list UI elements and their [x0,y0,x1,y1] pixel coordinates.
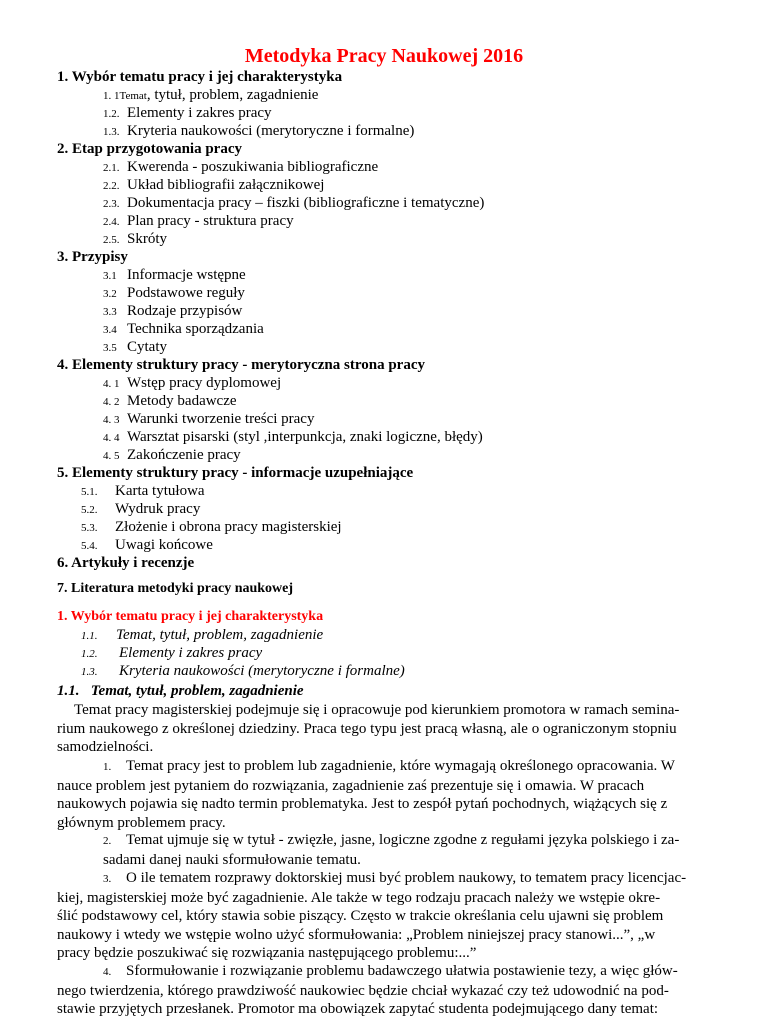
toc-item-3-5: 3.5 Cytaty [103,339,167,355]
toc-item-2-3: 2.3. Dokumentacja pracy – fiszki (bibliograficzne i tematyczne) [103,195,485,211]
toc-item-2-5: 2.5. Skróty [103,231,168,247]
paragraph-1-number: 1. [103,761,112,773]
chapter1-item-3: 1.3. Kryteria naukowości (merytoryczne i formalne) [81,663,405,679]
toc-item-5-1: 5.1. Karta tytułowa [81,483,205,499]
paragraph-4-line-1: Sformułowanie i rozwiązanie problemu badawczego ułatwia postawienie tezy, a więc głów- [126,963,678,979]
toc-heading-6: 6. Artykuły i recenzje [57,555,195,571]
section11-heading: 1.1. Temat, tytuł, problem, zagadnienie [57,683,304,699]
document-title: Metodyka Pracy Naukowej 2016 [244,45,524,67]
paragraph-1-line-4: głównym problemem pracy. [57,814,226,831]
paragraph-4-number: 4. [103,966,112,978]
toc-item-3-2: 3.2 Podstawowe reguły [103,285,245,301]
paragraph-2-number: 2. [103,835,112,847]
paragraph-4-line-3: stawie przyjętych przesłanek. Promotor ma obowiązek zapytać studenta podejmującego dany temat: [57,1001,659,1018]
intro-line-1: Temat pracy magisterskiej podejmuje się i opracowuje pod kierunkiem promotora w ramach semina- [74,702,680,718]
toc-heading-5: 5. Elementy struktury pracy - informacje uzupełniające [57,465,414,481]
paragraph-1-line-1: Temat pracy jest to problem lub zagadnienie, które wymagają określonego opracowania. W [126,758,675,774]
toc-item-2-2: 2.2. Układ bibliografii załącznikowej [103,177,325,193]
paragraph-4 [57,962,717,1019]
toc-item-4-1: 4. 1 Wstęp pracy dyplomowej [103,375,282,391]
intro-line-3: samodzielności. [57,739,154,756]
toc-item-4-2: 4. 2 Metody badawcze [103,393,237,409]
toc-item-1-3: 1.3. Kryteria naukowości (merytoryczne i formalne) [103,123,415,139]
toc-item-4-4: 4. 4 Warsztat pisarski (styl ,interpunkcja, znaki logiczne, błędy) [103,429,483,445]
toc-item-5-4: 5.4. Uwagi końcowe [81,537,213,553]
toc-item-5-2: 5.2. Wydruk pracy [81,501,201,517]
paragraph-3-line-5: pracy będzie poszukiwać się rozwiązania następującego problemu:...” [57,945,477,962]
toc-item-2-1: 2.1. Kwerenda - poszukiwania bibliograficzne [103,159,379,175]
chapter1-item-1: 1.1. Temat, tytuł, problem, zagadnienie [81,627,324,643]
toc-item-1-1: 1. 1Temat, tytuł, problem, zagadnienie [103,87,319,103]
paragraph-3-number: 3. [103,873,112,885]
toc-item-3-3: 3.3 Rodzaje przypisów [103,303,243,319]
toc-item-5-3: 5.3. Złożenie i obrona pracy magisterskiej [81,519,342,535]
toc-item-4-5: 4. 5 Zakończenie pracy [103,447,241,463]
paragraph-3-line-3: ślić podstawowy cel, który stawia sobie piszący. Często w trakcie określania celu ujawni się problem [57,908,664,925]
section11-intro [57,701,717,757]
paragraph-1-line-2: nauce problem jest pytaniem do rozwiązania, zagadnienie zaś prezentuje się i omawia. W pracach [57,777,645,794]
toc-item-2-4: 2.4. Plan pracy - struktura pracy [103,213,294,229]
toc-heading-4: 4. Elementy struktury pracy - merytoryczna strona pracy [57,357,425,373]
paragraph-3-line-2: kiej, magisterskiej może być zagadnienie. Ale także w tego rodzaju pracach należy we wstępie okre- [57,889,661,906]
paragraph-4-line-2: nego twierdzenia, którego prawdziwość naukowiec będzie chciał wykazać czy też udowodnić na pod- [57,982,669,999]
paragraph-3-line-1: O ile tematem rozprawy doktorskiej musi być problem naukowy, to tematem pracy licencjac- [126,870,687,886]
paragraph-1 [57,757,717,832]
toc-item-1-2: 1.2. Elementy i zakres pracy [103,105,272,121]
toc-item-3-1: 3.1 Informacje wstępne [103,267,246,283]
paragraph-3-line-4: naukowy i wtedy we wstępie wolno użyć sformułowania: „Problem niniejszej pracy stanowi...”, „w [57,926,656,943]
paragraph-2-line-2: sadami danej nauki sformułowanie tematu. [103,851,361,868]
toc-heading-2: 2. Etap przygotowania pracy [57,141,242,157]
chapter1-item-2: 1.2. Elementy i zakres pracy [81,645,263,661]
toc-heading-7: 7. Literatura metodyki pracy naukowej [57,581,294,596]
paragraph-2-line-1: Temat ujmuje się w tytuł - zwięzłe, jasne, logiczne zgodne z regułami języka polskiego i za- [126,832,680,848]
toc-heading-3: 3. Przypisy [57,249,128,265]
toc-heading-1: 1. Wybór tematu pracy i jej charakterystyka [57,69,343,85]
toc-item-4-3: 4. 3 Warunki tworzenie treści pracy [103,411,315,427]
toc-item-3-4: 3.4 Technika sporządzania [103,321,264,337]
chapter1-heading: 1. Wybór tematu pracy i jej charakterystyka [57,609,324,624]
paragraph-3 [57,869,717,963]
paragraph-2 [57,831,717,869]
intro-line-2: rium naukowego z określonej dziedziny. Praca tego typu jest pracą własną, ale o ograniczonym stopniu [57,720,677,737]
paragraph-1-line-3: naukowych pojawia się nadto termin problematyka. Jest to zespół pytań pochodnych, wiążących się z [57,796,668,813]
